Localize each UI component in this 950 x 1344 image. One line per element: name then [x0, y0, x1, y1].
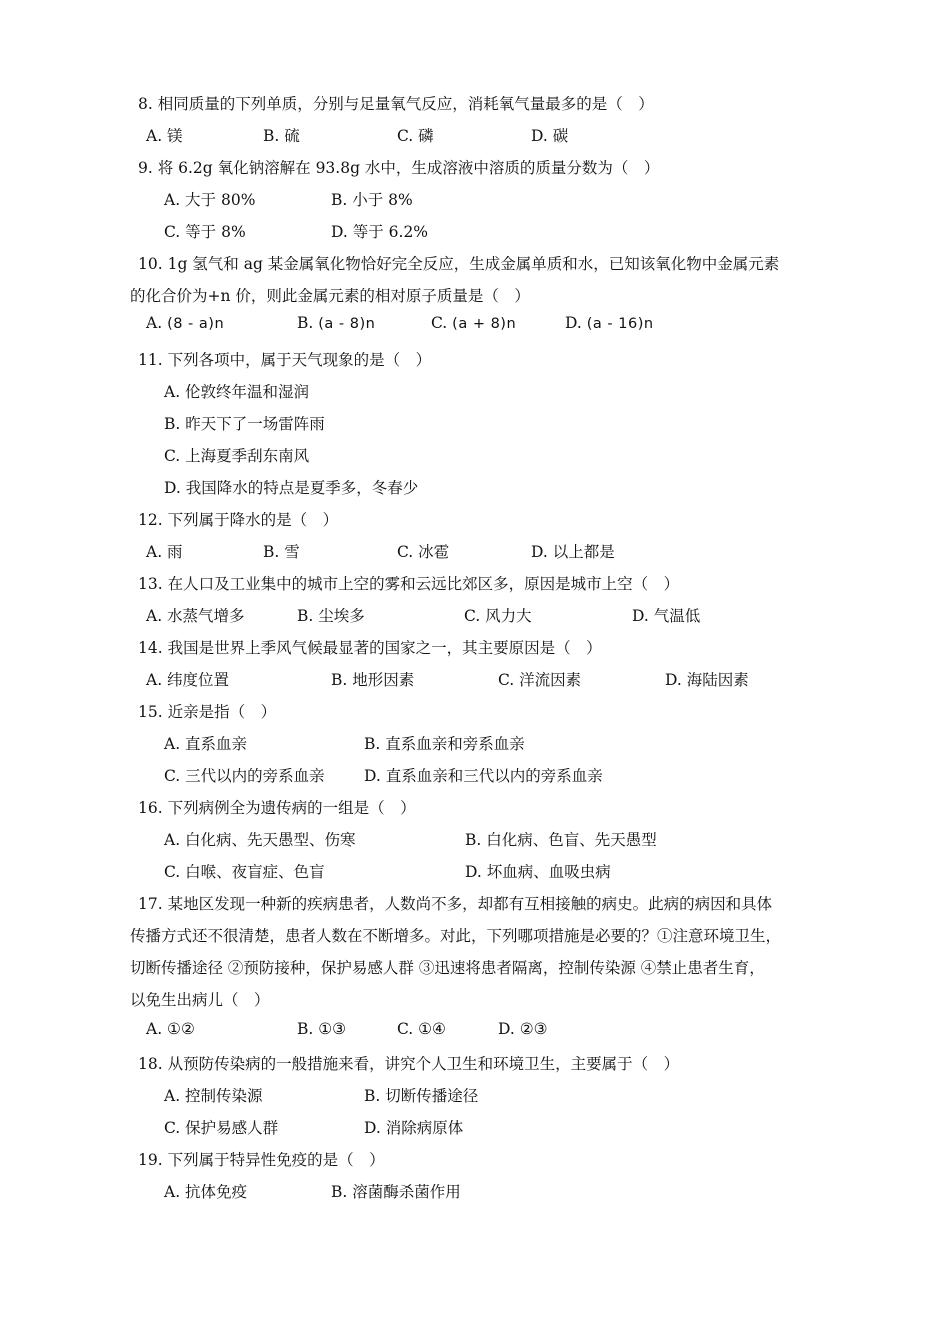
q15-option-a: A. 直系血亲 [164, 735, 248, 753]
question-9-stem: 9. 将 6.2g 氧化钠溶解在 93.8g 水中，生成溶液中溶质的质量分数为（ ） [138, 159, 660, 177]
q17-option-d: D. ②③ [498, 1020, 548, 1038]
question-17-stem-line3: 切断传播途径 ②预防接种，保护易感人群 ③迅速将患者隔离，控制传染源 ④禁止患者生育， [130, 959, 765, 977]
q19-option-b: B. 溶菌酶杀菌作用 [331, 1183, 461, 1201]
q10-option-a-letter: A. [146, 314, 163, 332]
question-13-stem: 13. 在人口及工业集中的城市上空的雾和云远比郊区多，原因是城市上空（ ） [138, 575, 680, 593]
q8-option-d: D. 碳 [531, 127, 569, 145]
question-12-stem: 12. 下列属于降水的是（ ） [138, 511, 339, 529]
question-10-stem-line2: 的化合价为+n 价，则此金属元素的相对原子质量是（ ） [130, 287, 530, 305]
q14-option-d: D. 海陆因素 [665, 671, 749, 689]
question-19-stem: 19. 下列属于特异性免疫的是（ ） [138, 1151, 385, 1169]
q16-option-a: A. 白化病、先天愚型、伤寒 [164, 831, 356, 849]
q16-option-d: D. 坏血病、血吸虫病 [465, 863, 611, 881]
q8-option-b: B. 硫 [263, 127, 300, 145]
q18-option-c: C. 保护易感人群 [164, 1119, 279, 1137]
q16-option-b: B. 白化病、色盲、先天愚型 [465, 831, 657, 849]
q9-option-a: A. 大于 80% [164, 191, 256, 209]
question-16-stem: 16. 下列病例全为遗传病的一组是（ ） [138, 799, 416, 817]
question-11-stem: 11. 下列各项中，属于天气现象的是（ ） [138, 351, 432, 369]
q13-option-d: D. 气温低 [632, 607, 701, 625]
question-8-stem: 8. 相同质量的下列单质，分别与足量氧气反应，消耗氧气量最多的是（ ） [138, 95, 654, 113]
question-14-stem: 14. 我国是世界上季风气候最显著的国家之一，其主要原因是（ ） [138, 639, 602, 657]
q11-option-a: A. 伦敦终年温和湿润 [164, 383, 310, 401]
q9-option-b: B. 小于 8% [331, 191, 413, 209]
q12-option-b: B. 雪 [263, 543, 300, 561]
q10-option-b-letter: B. [297, 314, 314, 332]
q14-option-b: B. 地形因素 [331, 671, 415, 689]
q11-option-c: C. 上海夏季刮东南风 [164, 447, 310, 465]
q10-option-d [565, 314, 654, 332]
q11-option-b: B. 昨天下了一场雷阵雨 [164, 415, 325, 433]
q17-option-b: B. ①③ [297, 1020, 347, 1038]
q13-option-b: B. 尘埃多 [297, 607, 365, 625]
q18-option-a: A. 控制传染源 [164, 1087, 263, 1105]
q14-option-a: A. 纬度位置 [146, 671, 230, 689]
question-15-stem: 15. 近亲是指（ ） [138, 703, 277, 721]
question-17-stem-line4: 以免生出病儿（ ） [130, 991, 270, 1009]
q10-option-c [431, 314, 516, 332]
q10-option-d-expr: (a - 16)n [586, 316, 654, 332]
q12-option-d: D. 以上都是 [531, 543, 615, 561]
q16-option-c: C. 白喉、夜盲症、色盲 [164, 863, 325, 881]
q12-option-c: C. 冰雹 [397, 543, 450, 561]
q10-option-b [297, 314, 375, 332]
q15-option-c: C. 三代以内的旁系血亲 [164, 767, 325, 785]
q18-option-d: D. 消除病原体 [364, 1119, 464, 1137]
q13-option-c: C. 风力大 [464, 607, 532, 625]
question-17-stem-line1: 17. 某地区发现一种新的疾病患者，人数尚不多，却都有互相接触的病史。此病的病因和具体 [138, 895, 773, 913]
question-17-stem-line2: 传播方式还不很清楚，患者人数在不断增多。对此，下列哪项措施是必要的？①注意环境卫生， [130, 927, 782, 945]
q10-option-d-letter: D. [565, 314, 582, 332]
q19-option-a: A. 抗体免疫 [164, 1183, 248, 1201]
q11-option-d: D. 我国降水的特点是夏季多，冬春少 [164, 479, 419, 497]
q12-option-a: A. 雨 [146, 543, 183, 561]
q10-option-c-expr: (a + 8)n [452, 316, 517, 332]
q17-option-a: A. ①② [146, 1020, 195, 1038]
q9-option-d: D. 等于 6.2% [331, 223, 429, 241]
q10-option-c-letter: C. [431, 314, 448, 332]
question-18-stem: 18. 从预防传染病的一般措施来看，讲究个人卫生和环境卫生，主要属于（ ） [138, 1055, 680, 1073]
q18-option-b: B. 切断传播途径 [364, 1087, 479, 1105]
q14-option-c: C. 洋流因素 [498, 671, 582, 689]
q15-option-d: D. 直系血亲和三代以内的旁系血亲 [364, 767, 603, 785]
q10-option-a-expr: (8 - a)n [167, 316, 225, 332]
q15-option-b: B. 直系血亲和旁系血亲 [364, 735, 525, 753]
q17-option-c: C. ①④ [397, 1020, 446, 1038]
q8-option-a: A. 镁 [146, 127, 183, 145]
q9-option-c: C. 等于 8% [164, 223, 246, 241]
q8-option-c: C. 磷 [397, 127, 434, 145]
q13-option-a: A. 水蒸气增多 [146, 607, 245, 625]
q10-option-a [146, 314, 224, 332]
question-10-stem-line1: 10. 1g 氢气和 ag 某金属氧化物恰好完全反应，生成金属单质和水，已知该氧化物中金属元素 [138, 255, 780, 273]
q10-option-b-expr: (a - 8)n [318, 316, 376, 332]
